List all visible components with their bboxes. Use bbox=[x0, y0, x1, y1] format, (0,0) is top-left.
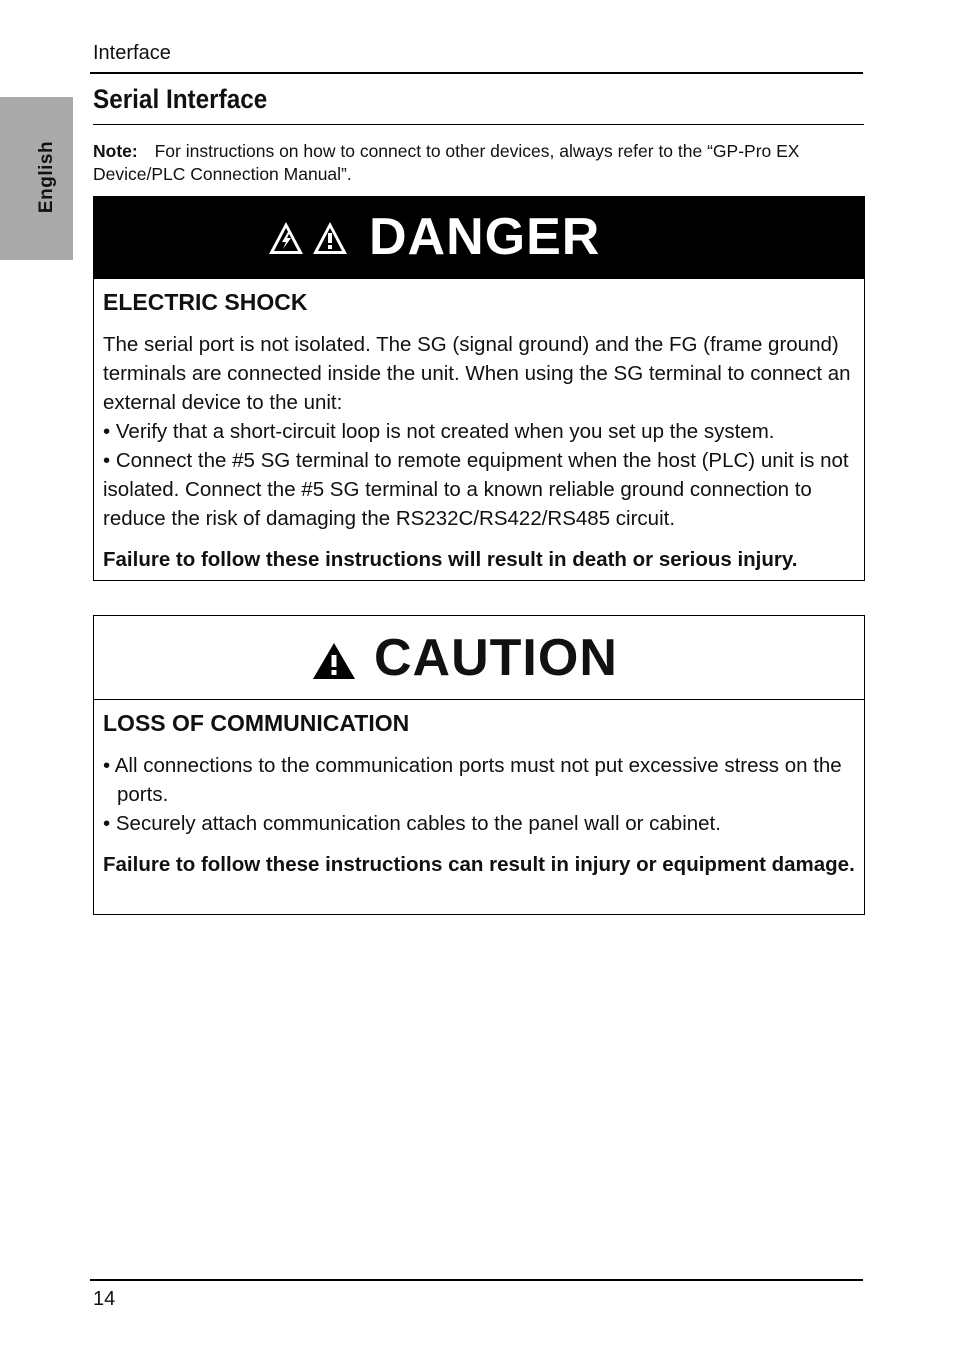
danger-heading: ELECTRIC SHOCK bbox=[103, 289, 308, 315]
danger-header bbox=[94, 197, 864, 279]
caution-bullet: • Securely attach communication cables to the panel wall or cabinet. bbox=[103, 812, 721, 835]
danger-consequence: Failure to follow these instructions will result in death or serious injury. bbox=[103, 548, 798, 571]
note-label: Note: bbox=[93, 141, 138, 161]
warning-triangle-icon bbox=[312, 667, 356, 684]
danger-box bbox=[93, 196, 865, 581]
note-text: For instructions on how to connect to other devices, always refer to the “GP-Pro EX Device/PLC Connection Manual”. bbox=[93, 141, 800, 184]
section-rule bbox=[93, 124, 864, 125]
section-title: Serial Interface bbox=[93, 84, 268, 114]
note bbox=[93, 140, 873, 186]
danger-bullet: • Verify that a short-circuit loop is not created when you set up the system. bbox=[103, 420, 775, 443]
electric-hazard-icon bbox=[268, 221, 304, 260]
danger-bullet: • Connect the #5 SG terminal to remote equipment when the host (PLC) unit is not isolated. Connect the #5 SG terminal to a known reliable ground connection to reduce the risk of damaging the RS232C/RS422/RS485 circuit. bbox=[103, 449, 849, 530]
caution-consequence: Failure to follow these instructions can result in injury or equipment damage. bbox=[103, 853, 855, 876]
page-number: 14 bbox=[93, 1288, 116, 1310]
warning-triangle-icon bbox=[312, 221, 348, 260]
caution-title: CAUTION bbox=[374, 629, 618, 687]
danger-title: DANGER bbox=[369, 208, 601, 266]
caution-heading: LOSS OF COMMUNICATION bbox=[103, 710, 410, 736]
footer-rule bbox=[90, 1279, 863, 1281]
danger-intro: The serial port is not isolated. The SG (signal ground) and the FG (frame ground) terminals are connected inside the unit. When using the SG terminal to connect an external device to the unit: bbox=[103, 333, 851, 414]
caution-bullet: • All connections to the communication ports must not put excessive stress on the ports. bbox=[103, 754, 842, 806]
caution-box bbox=[93, 615, 865, 915]
running-header: Interface bbox=[93, 42, 171, 64]
header-rule bbox=[90, 72, 863, 74]
caution-header bbox=[94, 616, 864, 700]
language-tab-label: English bbox=[36, 140, 57, 214]
